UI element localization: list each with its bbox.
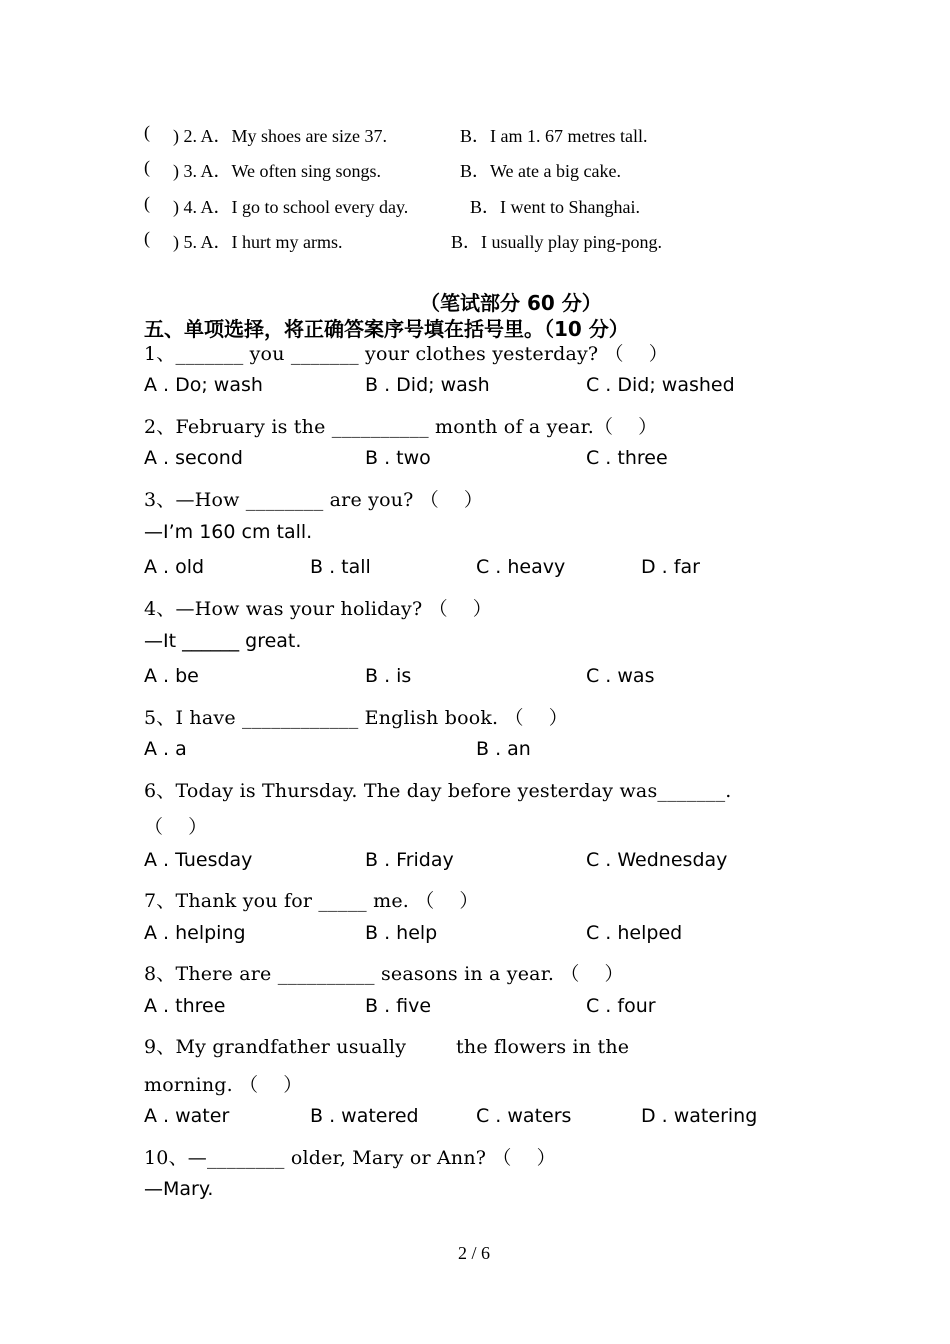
listening-option-b: B．I usually play ping-pong. [451, 232, 662, 252]
option-c: C . heavy [476, 556, 566, 578]
option-c: C . Wednesday [586, 849, 728, 871]
option-c: C . helped [586, 922, 683, 944]
listening-option-a: ) 4. A．I go to school every day. [173, 197, 409, 217]
question-stem: 5、I have ____________ English book. （ ） [144, 707, 568, 729]
answer-bracket: ( [144, 193, 150, 213]
dialogue-line: —It ______ great. [144, 630, 302, 652]
option-b: B . watered [310, 1105, 419, 1127]
dialogue-line: —I’m 160 cm tall. [144, 521, 313, 543]
listening-option-b: B．I went to Shanghai. [470, 197, 640, 217]
answer-bracket: （ ） [144, 816, 208, 838]
option-b: B . Did; wash [365, 374, 490, 396]
listening-option-a: ) 2. A．My shoes are size 37. [173, 126, 387, 146]
question-stem: 6、Today is Thursday. The day before yesterday was_______. [144, 780, 732, 802]
option-b: B . an [476, 738, 531, 760]
option-a: A . a [144, 738, 187, 760]
option-a: A . helping [144, 922, 246, 944]
question-stem: 3、—How ________ are you? （ ） [144, 489, 484, 511]
question-stem: 9、My grandfather usually the flowers in the [144, 1036, 630, 1058]
question-stem: 2、February is the __________ month of a year.（ ） [144, 416, 658, 438]
option-a: A . second [144, 447, 243, 469]
answer-bracket: ( [144, 122, 150, 142]
answer-bracket: ( [144, 157, 150, 177]
listening-option-a: ) 3. A．We often sing songs. [173, 161, 382, 181]
option-a: A . Do; wash [144, 374, 263, 396]
listening-option-b: B．We ate a big cake. [460, 161, 621, 181]
question-stem: 8、There are __________ seasons in a year. （ ） [144, 963, 624, 985]
question-stem-continued: morning. （ ） [144, 1074, 303, 1096]
question-stem: 10、—________ older, Mary or Ann? （ ） [144, 1147, 556, 1169]
option-a: A . Tuesday [144, 849, 253, 871]
option-a: A . three [144, 995, 226, 1017]
option-b: B . tall [310, 556, 371, 578]
option-d: D . watering [641, 1105, 758, 1127]
option-a: A . water [144, 1105, 230, 1127]
option-d: D . far [641, 556, 700, 578]
option-c: C . four [586, 995, 656, 1017]
written-part-title: （笔试部分 60 分） [420, 291, 602, 315]
dialogue-line: —Mary. [144, 1178, 214, 1200]
option-b: B . five [365, 995, 432, 1017]
section-title: 五、单项选择，将正确答案序号填在括号里。（10 分） [144, 317, 629, 341]
option-a: A . old [144, 556, 205, 578]
option-b: B . two [365, 447, 431, 469]
option-b: B . Friday [365, 849, 454, 871]
option-c: C . waters [476, 1105, 572, 1127]
option-b: B . help [365, 922, 438, 944]
question-stem: 1、_______ you _______ your clothes yesterday? （ ） [144, 343, 668, 365]
option-c: C . was [586, 665, 655, 687]
listening-option-a: ) 5. A．I hurt my arms. [173, 232, 343, 252]
option-b: B . is [365, 665, 412, 687]
option-a: A . be [144, 665, 199, 687]
answer-bracket: ( [144, 228, 150, 248]
option-c: C . Did; washed [586, 374, 735, 396]
question-stem: 4、—How was your holiday? （ ） [144, 598, 492, 620]
option-c: C . three [586, 447, 668, 469]
question-stem: 7、Thank you for _____ me. （ ） [144, 890, 479, 912]
listening-option-b: B．I am 1. 67 metres tall. [460, 126, 648, 146]
page-number: 2 / 6 [458, 1243, 491, 1263]
